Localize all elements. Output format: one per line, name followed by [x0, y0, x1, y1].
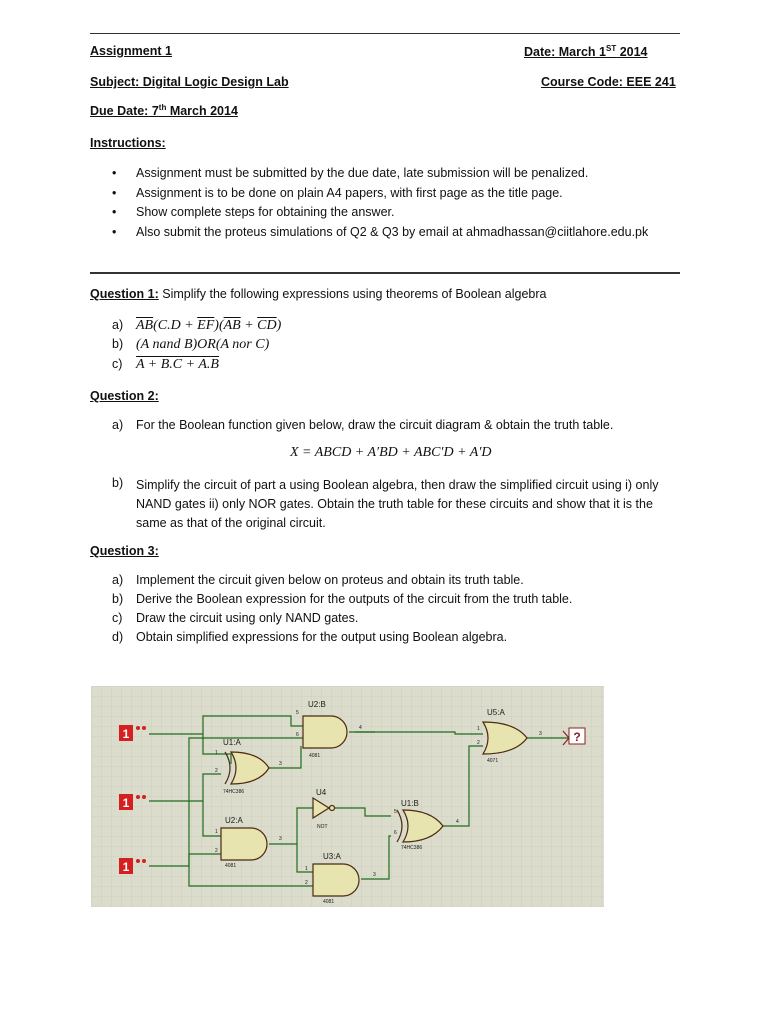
u2a-part: 4081 [225, 863, 237, 869]
u3a-part: 4081 [323, 899, 335, 905]
instruction-item: • Assignment is to be done on plain A4 papers, with first page as the title page. [112, 184, 648, 204]
assignment-title: Assignment 1 [90, 44, 172, 58]
question-3-heading: Question 3: [90, 544, 159, 558]
question-2-heading: Question 2: [90, 389, 159, 403]
svg-text:?: ? [573, 730, 581, 744]
pin-number: 2 [477, 740, 480, 746]
q3-item-b: b) Derive the Boolean expression for the outputs of the circuit from the truth table. [112, 592, 573, 606]
u1b-part: 74HC386 [401, 845, 423, 851]
question-1-text: Simplify the following expressions using theorems of Boolean algebra [158, 287, 547, 301]
svg-text:1: 1 [122, 860, 130, 874]
pin-number: 3 [539, 731, 542, 737]
course-code: Course Code: EEE 241 [541, 75, 676, 89]
instructions-heading: Instructions: [90, 136, 166, 150]
u5a-label: U5:A [487, 708, 505, 717]
q1-item-a: a) $\overline{AB}(C.D + \overline{EF})(\overline{AB} + \overline{CD})$ [112, 318, 282, 333]
pin-number: 3 [373, 872, 376, 878]
u4-part: NOT [317, 824, 328, 830]
pin-number: 1 [305, 866, 308, 872]
instructions-list [112, 164, 648, 242]
pin-number: 6 [394, 830, 397, 836]
instruction-item: • Show complete steps for obtaining the answer. [112, 203, 648, 223]
section-rule [90, 272, 680, 274]
u1a-part: 74HC386 [223, 789, 245, 795]
u5a-part: 4071 [487, 758, 499, 764]
q3-item-c: c) Draw the circuit using only NAND gates. [112, 611, 359, 625]
pin-number: 2 [305, 880, 308, 886]
u2b-label: U2:B [308, 700, 326, 709]
pin-number: 3 [279, 836, 282, 842]
q1-item-b: b) (A nand B)OR(A nor C) [112, 337, 270, 352]
question-1 [90, 287, 546, 301]
due-date: Due Date: 7th March 2014 [90, 103, 238, 119]
pin-number: 2 [215, 848, 218, 854]
u1a-label: U1:A [223, 738, 241, 747]
instruction-item: • Also submit the proteus simulations of Q2 & Q3 by email at ahmadhassan@ciitlahore.edu.pk [112, 223, 648, 243]
q3-item-a: a) Implement the circuit given below on proteus and obtain its truth table. [112, 573, 524, 587]
and-gate-u2b [303, 716, 347, 748]
instruction-item: • Assignment must be submitted by the due date, late submission will be penalized. [112, 164, 648, 184]
top-rule [90, 33, 680, 34]
u1b-label: U1:B [401, 799, 419, 808]
q1-item-c: c) A + B.C + A.B [112, 357, 219, 372]
pin-number: 4 [359, 725, 362, 731]
q2-equation: X = ABCD + A′BD + ABC′D + A′D [290, 445, 492, 460]
u2a-label: U2:A [225, 816, 243, 825]
q3-item-d: d) Obtain simplified expressions for the output using Boolean algebra. [112, 630, 508, 644]
subject-line: Subject: Digital Logic Design Lab [90, 75, 289, 89]
pin-number: 5 [296, 710, 299, 716]
svg-text:1: 1 [122, 727, 130, 741]
q2-item-a: a) For the Boolean function given below, draw the circuit diagram & obtain the truth table. [112, 418, 614, 432]
u4-label: U4 [316, 788, 327, 797]
pin-number: 1 [477, 726, 480, 732]
question-1-heading: Question 1: [90, 287, 159, 301]
pin-number: 2 [215, 768, 218, 774]
and-gate-u3a [313, 864, 359, 896]
pin-number: 6 [296, 732, 299, 738]
pin-number: 4 [456, 819, 459, 825]
pin-number: 5 [394, 809, 397, 815]
svg-text:1: 1 [122, 796, 130, 810]
q2-item-b-text: Simplify the circuit of part a using Boolean algebra, then draw the simplified circuit using i) only NAND gates ii) only NOR gates. Obtain the truth table for these circuits and show that it is the same as that of the original circuit. [136, 478, 659, 530]
pin-number: 1 [215, 750, 218, 756]
pin-number: 3 [279, 761, 282, 767]
q2-item-b-label: b) [112, 476, 124, 490]
circuit-diagram [91, 686, 604, 907]
u2b-part: 4081 [309, 753, 321, 759]
pin-number: 1 [215, 829, 218, 835]
u3a-label: U3:A [323, 852, 341, 861]
assignment-date: Date: March 1ST 2014 [524, 44, 648, 60]
and-gate-u2a [221, 828, 267, 860]
